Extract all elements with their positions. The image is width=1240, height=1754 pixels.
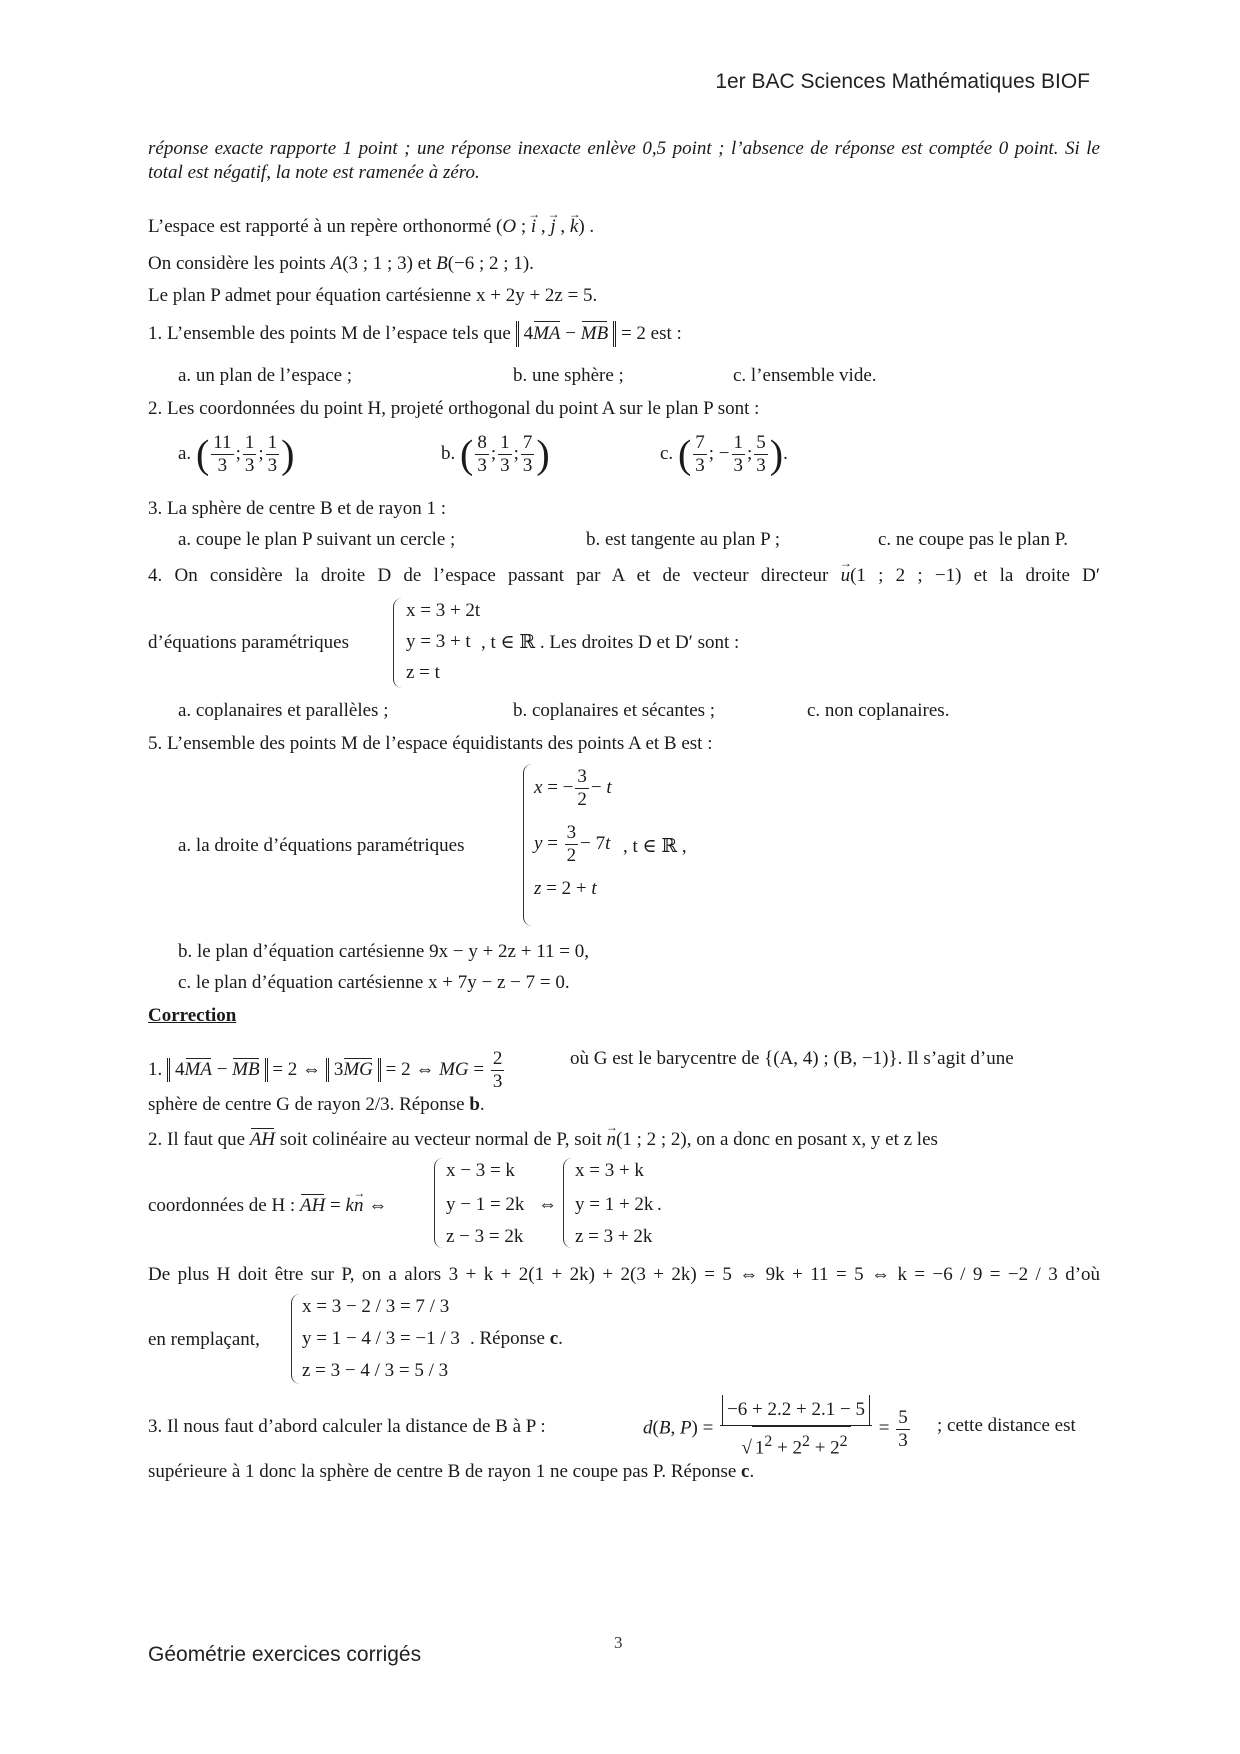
c2-text-c: , on a donc en posant x, y et z les: [686, 1129, 938, 1150]
correction-1: 1. 4MA − MB = 2 ⇔ 3MG = 2 ⇔ MG = $\frac{2}{3}$: [148, 1048, 503, 1092]
q5-sys-y: y = $\frac{3}{2}$ − 7t: [534, 822, 611, 866]
statement-repere: L’espace est rapporté à un repère orthonormé (O ; → i , → j , → k) .: [148, 215, 594, 239]
q5-option-a: a. la droite d’équations paramétriques: [178, 835, 465, 856]
statement-plan: Le plan P admet pour équation cartésienne x + 2y + 2z = 5.: [148, 285, 598, 306]
c3-text-a: 3. Il nous faut d’abord calculer la distance de B à P :: [148, 1416, 546, 1437]
q1-option-a: a. un plan de l’espace ;: [178, 365, 353, 386]
q2-label-c: c.: [660, 442, 674, 464]
c3-formula: d(B, P) = $\frac{-6 + 2.2 + 2.1 - 5}{√ 1^2 + 2^2 + 2^2}$ = $\frac{5}{3}$: [643, 1395, 912, 1463]
question-3: 3. La sphère de centre B et de rayon 1 :: [148, 498, 447, 519]
q4-sys-x: x = 3 + 2t: [406, 600, 481, 621]
q1-option-b: b. une sphère ;: [513, 365, 624, 386]
c2-sys3-z: z = 3 − 4 / 3 = 5 / 3: [302, 1360, 449, 1381]
c2-text-e: De plus H doit être sur P, on a alors: [148, 1264, 442, 1285]
c2-brace-1: [434, 1158, 443, 1248]
c2-sys3-x: x = 3 − 2 / 3 = 7 / 3: [302, 1296, 450, 1317]
page-number: 3: [614, 1633, 623, 1652]
c2-brace-2: [563, 1158, 572, 1248]
q2-option-a: a. ( $\frac{11}{3}$ ; $\frac{1}{3}$ ; $\frac{1}{3}$ ): [178, 431, 295, 477]
footer-title: Géométrie exercices corrigés: [148, 1643, 422, 1666]
c2-dot: .: [657, 1194, 662, 1215]
c2-answer: c: [549, 1328, 559, 1349]
q5-sys-x: x = − $\frac{3}{2}$ − t: [534, 766, 612, 810]
q1-text-end: = 2 est :: [620, 323, 682, 344]
c3-text-c: supérieure à 1 donc la sphère de centre B de rayon 1 ne coupe pas P. Réponse: [148, 1461, 737, 1482]
points-and: et: [417, 253, 432, 274]
correction-2-coords: coordonnées de H : AH = k→ n ⇔: [148, 1194, 387, 1218]
c3-text-b: ; cette distance est: [937, 1415, 1076, 1436]
statement-points: On considère les points A(3 ; 1 ; 3) et B(−6 ; 2 ; 1).: [148, 253, 534, 274]
c3-answer: c: [741, 1461, 750, 1482]
c2-sys1-x: x − 3 = k: [446, 1160, 515, 1181]
c1-answer: b: [469, 1094, 480, 1115]
c2-sys2-y: y = 1 + 2k: [575, 1194, 654, 1215]
q3-option-b: b. est tangente au plan P ;: [586, 529, 780, 550]
q5-option-a-tail: , t ∈ ℝ ,: [623, 836, 687, 857]
q5-brace: [523, 764, 532, 926]
correction-2: 2. Il faut que AH soit colinéaire au vecteur normal de P, soit → n(1 ; 2 ; 2), on a donc en posant x, y et z les: [148, 1128, 938, 1152]
repere-text: L’espace est rapporté à un repère orthonormé: [148, 216, 492, 237]
q4-param-tail: , t ∈ ℝ . Les droites D et D′ sont :: [481, 632, 740, 653]
header-title: 1er BAC Sciences Mathématiques BIOF: [715, 70, 1090, 93]
c2-equiv: ⇔: [538, 1194, 557, 1215]
correction-1-text: où G est le barycentre de {(A, 4) ; (B, −1)}. Il s’agit d’une: [570, 1048, 1014, 1069]
correction-title: Correction: [148, 1005, 237, 1026]
q5-option-c: c. le plan d’équation cartésienne x + 7y − z − 7 = 0.: [178, 972, 570, 993]
question-4: 4. On considère la droite D de l’espace passant par A et de vecteur directeur → u(1 ; 2 ; −1) et la droite D′: [148, 564, 1100, 588]
c2-sys3-y: y = 1 − 4 / 3 = −1 / 3: [302, 1328, 460, 1349]
c2-text-d: coordonnées de H :: [148, 1195, 296, 1216]
q4-option-b: b. coplanaires et sécantes ;: [513, 700, 716, 721]
c2-text-a: 2. Il faut que: [148, 1129, 246, 1150]
correction-2-replace: en remplaçant,: [148, 1329, 260, 1350]
q5-sys-z: z = 2 + t: [534, 878, 597, 899]
c2-text-f: d’où: [1065, 1264, 1101, 1285]
q2-label-b: b.: [441, 442, 456, 464]
c2-text-h: . Réponse: [470, 1328, 545, 1349]
c2-equation: 3 + k + 2(1 + 2k) + 2(3 + 2k) = 5 ⇔ 9k + 11 = 5 ⇔ k = −6 / 9 = −2 / 3: [448, 1264, 1058, 1285]
q4-param-text: d’équations paramétriques: [148, 632, 350, 653]
q2-option-c: c. ( $\frac{7}{3}$ ; − $\frac{1}{3}$ ; $\frac{5}{3}$ ).: [660, 431, 788, 477]
intro-line-1: réponse exacte rapporte 1 point ; une réponse inexacte enlève 0,5 point ; l’absence de réponse est comptée 0 point. Si le: [148, 138, 1100, 159]
q4-option-a: a. coplanaires et parallèles ;: [178, 700, 389, 721]
q4-text: 4. On considère la droite D de l’espace passant par A et de vecteur directeur: [148, 565, 829, 586]
c2-sys2-x: x = 3 + k: [575, 1160, 644, 1181]
q2-option-b: b. ( $\frac{8}{3}$ ; $\frac{1}{3}$ ; $\frac{7}{3}$ ): [441, 431, 550, 477]
q2-label-a: a.: [178, 442, 192, 464]
q4-text-end: et la droite D′: [973, 565, 1100, 586]
q1-option-c: c. l’ensemble vide.: [733, 365, 877, 386]
q4-brace: [393, 598, 402, 688]
q4-option-c: c. non coplanaires.: [807, 700, 950, 721]
correction-1-line2: sphère de centre G de rayon 2/3. Réponse b.: [148, 1094, 485, 1115]
question-2: 2. Les coordonnées du point H, projeté orthogonal du point A sur le plan P sont :: [148, 398, 760, 419]
c2-sys2-z: z = 3 + 2k: [575, 1226, 653, 1247]
intro-line-2: total est négatif, la note est ramenée à zéro.: [148, 162, 480, 183]
question-1: [148, 321, 682, 347]
q5-option-b: b. le plan d’équation cartésienne 9x − y + 2z + 11 = 0,: [178, 941, 589, 962]
correction-3: [148, 1415, 546, 1439]
c2-sys1-y: y − 1 = 2k: [446, 1194, 525, 1215]
q1-text: 1. L’ensemble des points M de l’espace tels que: [148, 323, 511, 344]
q3-option-a: a. coupe le plan P suivant un cercle ;: [178, 529, 456, 550]
c2-text-b: soit colinéaire au vecteur normal de P, soit: [279, 1129, 602, 1150]
question-5: 5. L’ensemble des points M de l’espace équidistants des points A et B est :: [148, 733, 713, 754]
points-text: On considère les points: [148, 253, 326, 274]
c2-answer-line: . Réponse c.: [470, 1328, 563, 1349]
q3-option-c: c. ne coupe pas le plan P.: [878, 529, 1068, 550]
c1-text: sphère de centre G de rayon 2/3. Réponse: [148, 1094, 465, 1115]
correction-2-plan: [148, 1263, 1100, 1287]
c2-brace-3: [291, 1294, 300, 1384]
c2-sys1-z: z − 3 = 2k: [446, 1226, 524, 1247]
q4-sys-y: y = 3 + t: [406, 631, 471, 652]
q4-sys-z: z = t: [406, 662, 440, 683]
q1-norm: 4MA − MB: [516, 321, 617, 347]
correction-3-line2: supérieure à 1 donc la sphère de centre B de rayon 1 ne coupe pas P. Réponse c.: [148, 1461, 755, 1482]
